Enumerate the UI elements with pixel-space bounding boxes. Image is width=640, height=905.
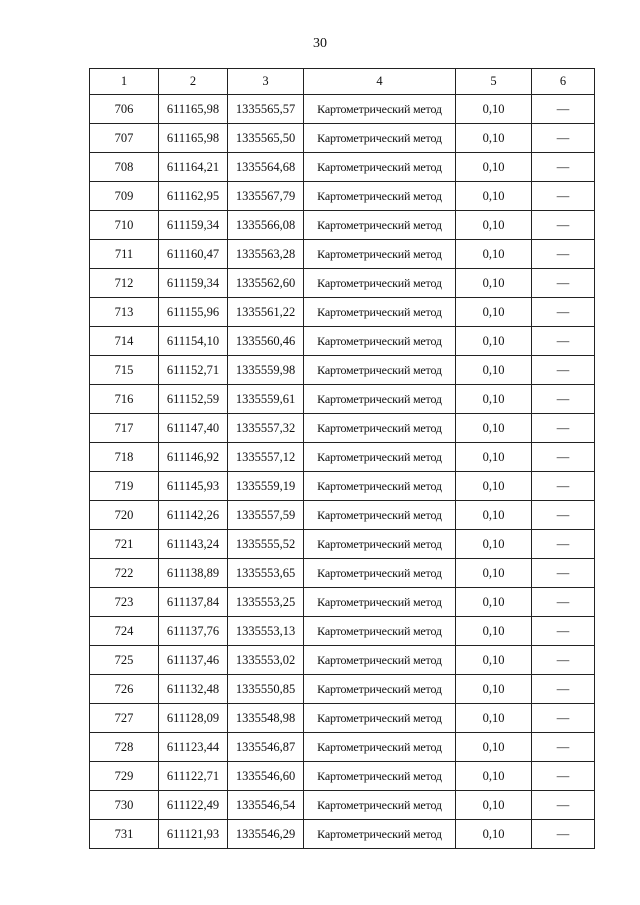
description-cell: —	[532, 298, 595, 327]
description-cell: —	[532, 501, 595, 530]
method-cell: Картометрический метод	[304, 559, 456, 588]
accuracy-cell: 0,10	[456, 443, 532, 472]
point-number-cell: 713	[90, 298, 159, 327]
method-cell: Картометрический метод	[304, 298, 456, 327]
x-coordinate-cell: 611160,47	[159, 240, 228, 269]
table-row	[90, 182, 595, 211]
table-row	[90, 269, 595, 298]
y-coordinate-cell: 1335566,08	[228, 211, 304, 240]
table-row	[90, 559, 595, 588]
table-row	[90, 530, 595, 559]
column-header-6: 6	[532, 69, 595, 95]
description-cell: —	[532, 762, 595, 791]
accuracy-cell: 0,10	[456, 269, 532, 298]
x-coordinate-cell: 611137,76	[159, 617, 228, 646]
point-number-cell: 708	[90, 153, 159, 182]
accuracy-cell: 0,10	[456, 240, 532, 269]
point-number-cell: 714	[90, 327, 159, 356]
y-coordinate-cell: 1335553,13	[228, 617, 304, 646]
accuracy-cell: 0,10	[456, 791, 532, 820]
description-cell: —	[532, 733, 595, 762]
accuracy-cell: 0,10	[456, 675, 532, 704]
description-cell: —	[532, 472, 595, 501]
method-cell: Картометрический метод	[304, 762, 456, 791]
accuracy-cell: 0,10	[456, 327, 532, 356]
x-coordinate-cell: 611138,89	[159, 559, 228, 588]
y-coordinate-cell: 1335564,68	[228, 153, 304, 182]
point-number-cell: 728	[90, 733, 159, 762]
column-header-4: 4	[304, 69, 456, 95]
method-cell: Картометрический метод	[304, 530, 456, 559]
description-cell: —	[532, 211, 595, 240]
accuracy-cell: 0,10	[456, 95, 532, 124]
accuracy-cell: 0,10	[456, 385, 532, 414]
point-number-cell: 717	[90, 414, 159, 443]
description-cell: —	[532, 327, 595, 356]
y-coordinate-cell: 1335550,85	[228, 675, 304, 704]
accuracy-cell: 0,10	[456, 733, 532, 762]
point-number-cell: 718	[90, 443, 159, 472]
y-coordinate-cell: 1335557,59	[228, 501, 304, 530]
table-row	[90, 356, 595, 385]
method-cell: Картометрический метод	[304, 153, 456, 182]
description-cell: —	[532, 559, 595, 588]
column-header-1: 1	[90, 69, 159, 95]
x-coordinate-cell: 611152,71	[159, 356, 228, 385]
accuracy-cell: 0,10	[456, 559, 532, 588]
table-row	[90, 298, 595, 327]
x-coordinate-cell: 611137,84	[159, 588, 228, 617]
y-coordinate-cell: 1335553,65	[228, 559, 304, 588]
accuracy-cell: 0,10	[456, 617, 532, 646]
method-cell: Картометрический метод	[304, 646, 456, 675]
method-cell: Картометрический метод	[304, 269, 456, 298]
method-cell: Картометрический метод	[304, 327, 456, 356]
method-cell: Картометрический метод	[304, 675, 456, 704]
accuracy-cell: 0,10	[456, 182, 532, 211]
method-cell: Картометрический метод	[304, 443, 456, 472]
x-coordinate-cell: 611122,49	[159, 791, 228, 820]
table-row	[90, 501, 595, 530]
method-cell: Картометрический метод	[304, 240, 456, 269]
x-coordinate-cell: 611159,34	[159, 211, 228, 240]
accuracy-cell: 0,10	[456, 298, 532, 327]
y-coordinate-cell: 1335562,60	[228, 269, 304, 298]
accuracy-cell: 0,10	[456, 501, 532, 530]
x-coordinate-cell: 611165,98	[159, 95, 228, 124]
accuracy-cell: 0,10	[456, 530, 532, 559]
table-row	[90, 617, 595, 646]
point-number-cell: 707	[90, 124, 159, 153]
point-number-cell: 716	[90, 385, 159, 414]
description-cell: —	[532, 617, 595, 646]
table-row	[90, 791, 595, 820]
x-coordinate-cell: 611137,46	[159, 646, 228, 675]
description-cell: —	[532, 269, 595, 298]
y-coordinate-cell: 1335548,98	[228, 704, 304, 733]
x-coordinate-cell: 611164,21	[159, 153, 228, 182]
x-coordinate-cell: 611146,92	[159, 443, 228, 472]
x-coordinate-cell: 611143,24	[159, 530, 228, 559]
y-coordinate-cell: 1335546,87	[228, 733, 304, 762]
table-row	[90, 211, 595, 240]
description-cell: —	[532, 588, 595, 617]
description-cell: —	[532, 124, 595, 153]
accuracy-cell: 0,10	[456, 356, 532, 385]
x-coordinate-cell: 611145,93	[159, 472, 228, 501]
table-row	[90, 762, 595, 791]
method-cell: Картометрический метод	[304, 704, 456, 733]
accuracy-cell: 0,10	[456, 762, 532, 791]
y-coordinate-cell: 1335546,60	[228, 762, 304, 791]
accuracy-cell: 0,10	[456, 211, 532, 240]
table-row	[90, 385, 595, 414]
accuracy-cell: 0,10	[456, 472, 532, 501]
description-cell: —	[532, 704, 595, 733]
table-row	[90, 646, 595, 675]
table-row	[90, 820, 595, 849]
accuracy-cell: 0,10	[456, 704, 532, 733]
table-row	[90, 588, 595, 617]
description-cell: —	[532, 443, 595, 472]
y-coordinate-cell: 1335559,61	[228, 385, 304, 414]
x-coordinate-cell: 611165,98	[159, 124, 228, 153]
page-number: 30	[313, 36, 327, 51]
point-number-cell: 721	[90, 530, 159, 559]
point-number-cell: 709	[90, 182, 159, 211]
table-row	[90, 95, 595, 124]
y-coordinate-cell: 1335560,46	[228, 327, 304, 356]
table-header	[90, 69, 595, 95]
y-coordinate-cell: 1335561,22	[228, 298, 304, 327]
x-coordinate-cell: 611155,96	[159, 298, 228, 327]
point-number-cell: 706	[90, 95, 159, 124]
y-coordinate-cell: 1335559,98	[228, 356, 304, 385]
x-coordinate-cell: 611154,10	[159, 327, 228, 356]
description-cell: —	[532, 153, 595, 182]
column-header-2: 2	[159, 69, 228, 95]
x-coordinate-cell: 611123,44	[159, 733, 228, 762]
table-row	[90, 443, 595, 472]
x-coordinate-cell: 611132,48	[159, 675, 228, 704]
table-row	[90, 124, 595, 153]
x-coordinate-cell: 611122,71	[159, 762, 228, 791]
x-coordinate-cell: 611159,34	[159, 269, 228, 298]
table-row	[90, 675, 595, 704]
description-cell: —	[532, 675, 595, 704]
point-number-cell: 722	[90, 559, 159, 588]
point-number-cell: 720	[90, 501, 159, 530]
table-row	[90, 240, 595, 269]
point-number-cell: 719	[90, 472, 159, 501]
point-number-cell: 715	[90, 356, 159, 385]
method-cell: Картометрический метод	[304, 414, 456, 443]
y-coordinate-cell: 1335555,52	[228, 530, 304, 559]
description-cell: —	[532, 356, 595, 385]
table-body	[90, 95, 595, 849]
table-row	[90, 704, 595, 733]
table-row	[90, 153, 595, 182]
description-cell: —	[532, 385, 595, 414]
point-number-cell: 730	[90, 791, 159, 820]
method-cell: Картометрический метод	[304, 385, 456, 414]
y-coordinate-cell: 1335546,54	[228, 791, 304, 820]
accuracy-cell: 0,10	[456, 646, 532, 675]
method-cell: Картометрический метод	[304, 211, 456, 240]
header-row	[90, 69, 595, 95]
y-coordinate-cell: 1335563,28	[228, 240, 304, 269]
y-coordinate-cell: 1335546,29	[228, 820, 304, 849]
method-cell: Картометрический метод	[304, 95, 456, 124]
method-cell: Картометрический метод	[304, 733, 456, 762]
x-coordinate-cell: 611121,93	[159, 820, 228, 849]
method-cell: Картометрический метод	[304, 820, 456, 849]
point-number-cell: 731	[90, 820, 159, 849]
accuracy-cell: 0,10	[456, 124, 532, 153]
x-coordinate-cell: 611152,59	[159, 385, 228, 414]
method-cell: Картометрический метод	[304, 182, 456, 211]
y-coordinate-cell: 1335553,25	[228, 588, 304, 617]
point-number-cell: 727	[90, 704, 159, 733]
y-coordinate-cell: 1335557,12	[228, 443, 304, 472]
y-coordinate-cell: 1335557,32	[228, 414, 304, 443]
description-cell: —	[532, 820, 595, 849]
description-cell: —	[532, 182, 595, 211]
point-number-cell: 726	[90, 675, 159, 704]
accuracy-cell: 0,10	[456, 588, 532, 617]
y-coordinate-cell: 1335559,19	[228, 472, 304, 501]
accuracy-cell: 0,10	[456, 153, 532, 182]
method-cell: Картометрический метод	[304, 617, 456, 646]
description-cell: —	[532, 791, 595, 820]
table-row	[90, 733, 595, 762]
x-coordinate-cell: 611147,40	[159, 414, 228, 443]
description-cell: —	[532, 646, 595, 675]
table-row	[90, 414, 595, 443]
y-coordinate-cell: 1335567,79	[228, 182, 304, 211]
description-cell: —	[532, 530, 595, 559]
y-coordinate-cell: 1335565,57	[228, 95, 304, 124]
y-coordinate-cell: 1335553,02	[228, 646, 304, 675]
column-header-5: 5	[456, 69, 532, 95]
point-number-cell: 710	[90, 211, 159, 240]
point-number-cell: 724	[90, 617, 159, 646]
point-number-cell: 725	[90, 646, 159, 675]
description-cell: —	[532, 240, 595, 269]
description-cell: —	[532, 414, 595, 443]
point-number-cell: 723	[90, 588, 159, 617]
description-cell: —	[532, 95, 595, 124]
method-cell: Картометрический метод	[304, 356, 456, 385]
table-row	[90, 327, 595, 356]
y-coordinate-cell: 1335565,50	[228, 124, 304, 153]
x-coordinate-cell: 611142,26	[159, 501, 228, 530]
method-cell: Картометрический метод	[304, 588, 456, 617]
method-cell: Картометрический метод	[304, 124, 456, 153]
accuracy-cell: 0,10	[456, 414, 532, 443]
accuracy-cell: 0,10	[456, 820, 532, 849]
point-number-cell: 729	[90, 762, 159, 791]
method-cell: Картометрический метод	[304, 791, 456, 820]
x-coordinate-cell: 611128,09	[159, 704, 228, 733]
method-cell: Картометрический метод	[304, 472, 456, 501]
coordinates-table	[89, 68, 595, 849]
column-header-3: 3	[228, 69, 304, 95]
x-coordinate-cell: 611162,95	[159, 182, 228, 211]
table-row	[90, 472, 595, 501]
method-cell: Картометрический метод	[304, 501, 456, 530]
point-number-cell: 712	[90, 269, 159, 298]
point-number-cell: 711	[90, 240, 159, 269]
